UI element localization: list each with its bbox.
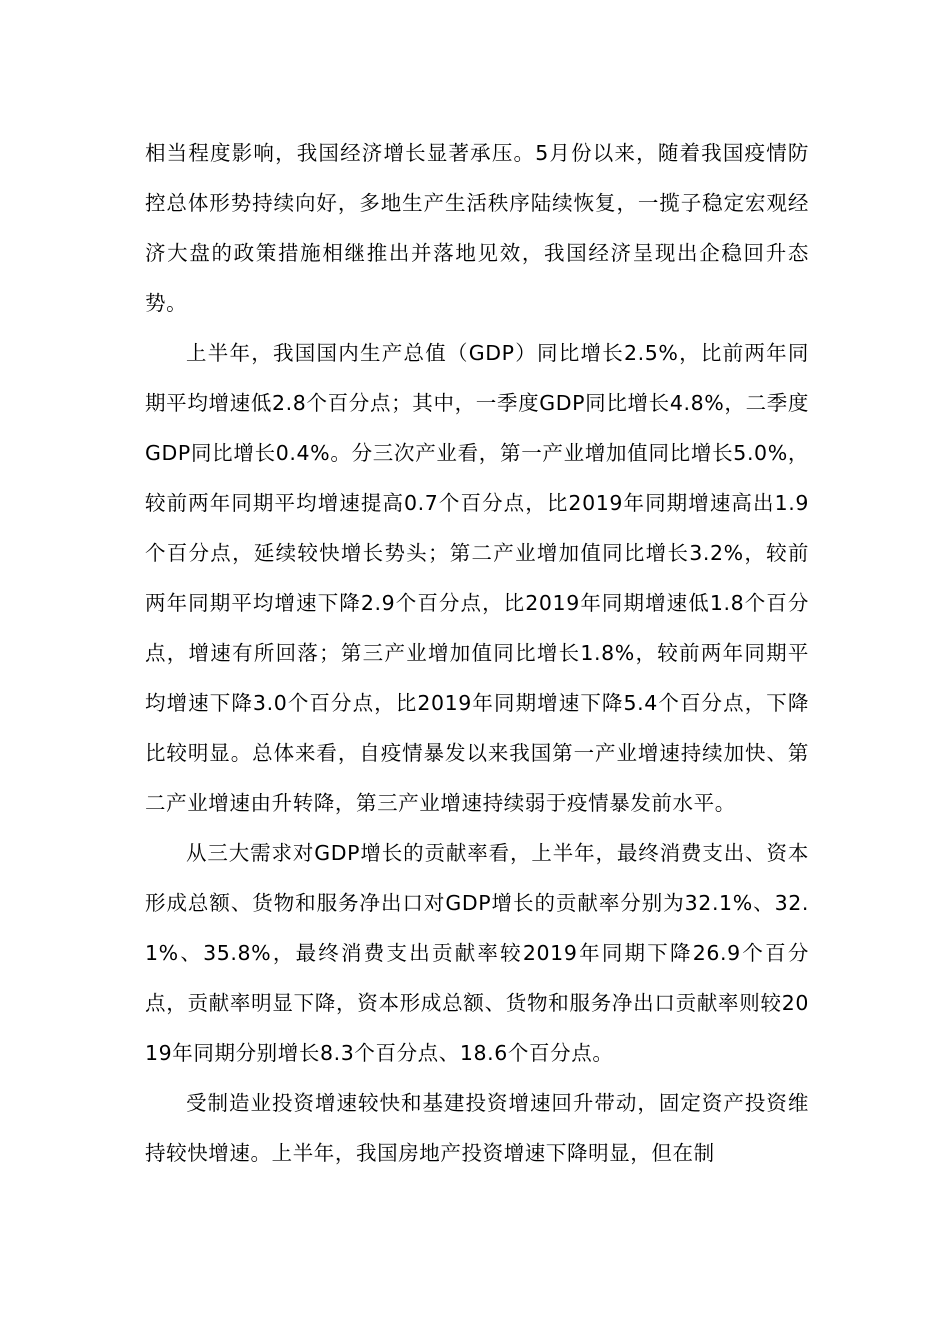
paragraph-fixed-asset-investment: 受制造业投资增速较快和基建投资增速回升带动，固定资产投资维持较快增速。上半年，我国房地产投资增速下降明显，但在制 <box>145 1091 809 1165</box>
document-body <box>145 128 809 1178</box>
paragraph-continuation: 相当程度影响，我国经济增长显著承压。5月份以来，随着我国疫情防控总体形势持续向好，多地生产生活秩序陆续恢复，一揽子稳定宏观经济大盘的政策措施相继推出并落地见效，我国经济呈现出企稳回升态势。 <box>145 141 809 315</box>
paragraph-demand-contribution: 从三大需求对GDP增长的贡献率看，上半年，最终消费支出、资本形成总额、货物和服务净出口对GDP增长的贡献率分别为32.1%、32.1%、35.8%，最终消费支出贡献率较2019年同期下降26.9个百分点，贡献率明显下降，资本形成总额、货物和服务净出口贡献率则较2019年同期分别增长8.3个百分点、18.6个百分点。 <box>145 841 809 1065</box>
paragraph-gdp-growth: 上半年，我国国内生产总值（GDP）同比增长2.5%，比前两年同期平均增速低2.8个百分点；其中，一季度GDP同比增长4.8%，二季度GDP同比增长0.4%。分三次产业看，第一产业增加值同比增长5.0%，较前两年同期平均增速提高0.7个百分点，比2019年同期增速高出1.9个百分点，延续较快增长势头；第二产业增加值同比增长3.2%，较前两年同期平均增速下降2.9个百分点，比2019年同期增速低1.8个百分点，增速有所回落；第三产业增加值同比增长1.8%，较前两年同期平均增速下降3.0个百分点，比2019年同期增速下降5.4个百分点，下降比较明显。总体来看，自疫情暴发以来我国第一产业增速持续加快、第二产业增速由升转降，第三产业增速持续弱于疫情暴发前水平。 <box>145 341 809 815</box>
